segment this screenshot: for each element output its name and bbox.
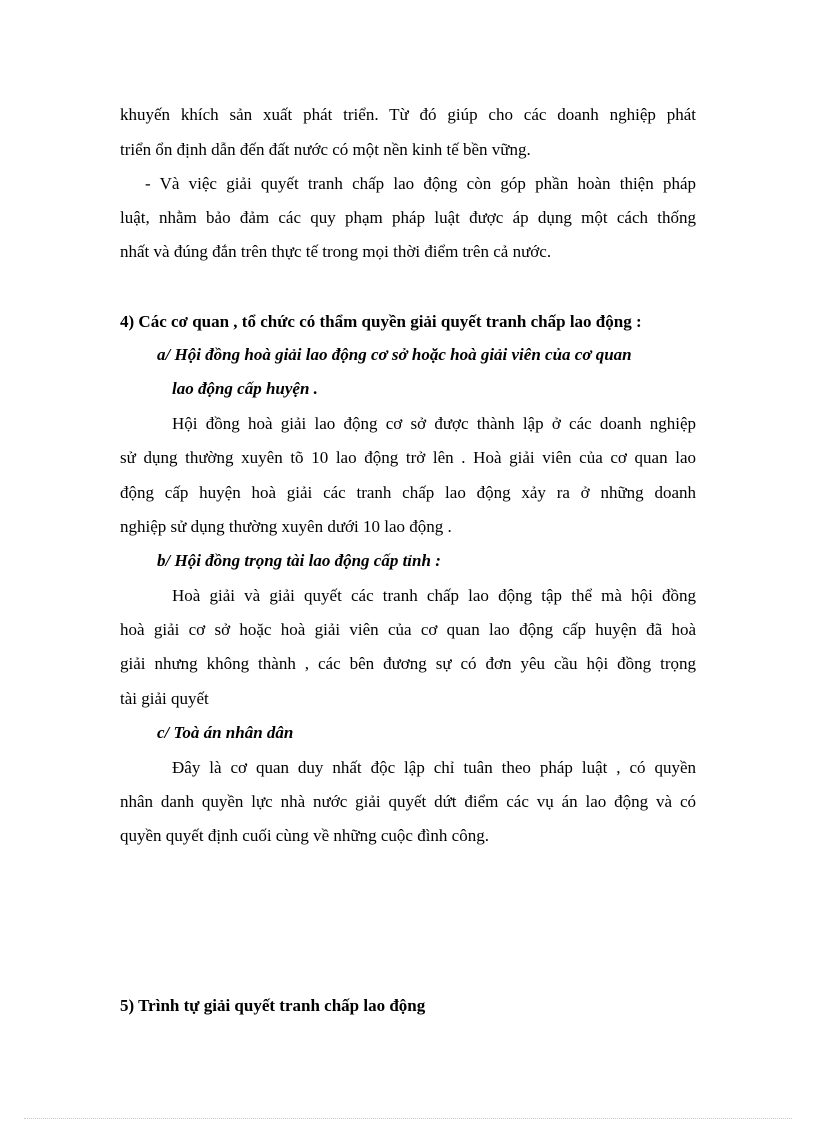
paragraph-line: tài giải quyết (120, 689, 209, 708)
paragraph-line: - Và việc giải quyết tranh chấp lao động còn góp phần hoàn thiện pháp (145, 174, 696, 193)
paragraph-line: nhân danh quyền lực nhà nước giải quyết dứt điểm các vụ án lao động và có (120, 792, 696, 811)
paragraph-line: động cấp huyện hoà giải các tranh chấp lao động xảy ra ở những doanh (120, 483, 696, 502)
paragraph-line: nghiệp sử dụng thường xuyên dưới 10 lao động . (120, 517, 452, 536)
section-heading: 5) Trình tự giải quyết tranh chấp lao động (120, 996, 426, 1015)
paragraph-line: quyền quyết định cuối cùng về những cuộc đình công. (120, 826, 489, 845)
paragraph-line: Hoà giải và giải quyết các tranh chấp lao động tập thể mà hội đồng (172, 586, 696, 605)
paragraph-line: giải nhưng không thành , các bên đương sự có đơn yêu cầu hội đồng trọng (120, 654, 696, 673)
subsection-heading: c/ Toà án nhân dân (157, 723, 294, 742)
subsection-heading: lao động cấp huyện . (172, 379, 318, 398)
paragraph-line: sử dụng thường xuyên tõ 10 lao động trở lên . Hoà giải viên của cơ quan lao (120, 448, 696, 467)
page-bottom-divider (24, 1118, 792, 1119)
subsection-heading: b/ Hội đồng trọng tài lao động cấp tỉnh : (157, 551, 441, 570)
section-heading: 4) Các cơ quan , tổ chức có thẩm quyền giải quyết tranh chấp lao động : (120, 312, 642, 331)
paragraph-line: triển ổn định dẫn đến đất nước có một nền kinh tế bền vững. (120, 140, 531, 159)
paragraph-line: nhất và đúng đắn trên thực tế trong mọi thời điểm trên cả nước. (120, 242, 552, 261)
paragraph-line: luật, nhằm bảo đảm các quy phạm pháp luật được áp dụng một cách thống (120, 208, 696, 227)
paragraph-line: Hội đồng hoà giải lao động cơ sở được thành lập ở các doanh nghiệp (172, 414, 696, 433)
paragraph-line: hoà giải cơ sở hoặc hoà giải viên của cơ quan lao động cấp huyện đã hoà (120, 620, 696, 639)
subsection-heading: a/ Hội đồng hoà giải lao động cơ sở hoặc hoà giải viên của cơ quan (157, 345, 632, 364)
paragraph-line: Đây là cơ quan duy nhất độc lập chỉ tuân theo pháp luật , có quyền (172, 758, 696, 777)
paragraph-line: khuyến khích sản xuất phát triển. Từ đó giúp cho các doanh nghiệp phát (120, 105, 696, 124)
